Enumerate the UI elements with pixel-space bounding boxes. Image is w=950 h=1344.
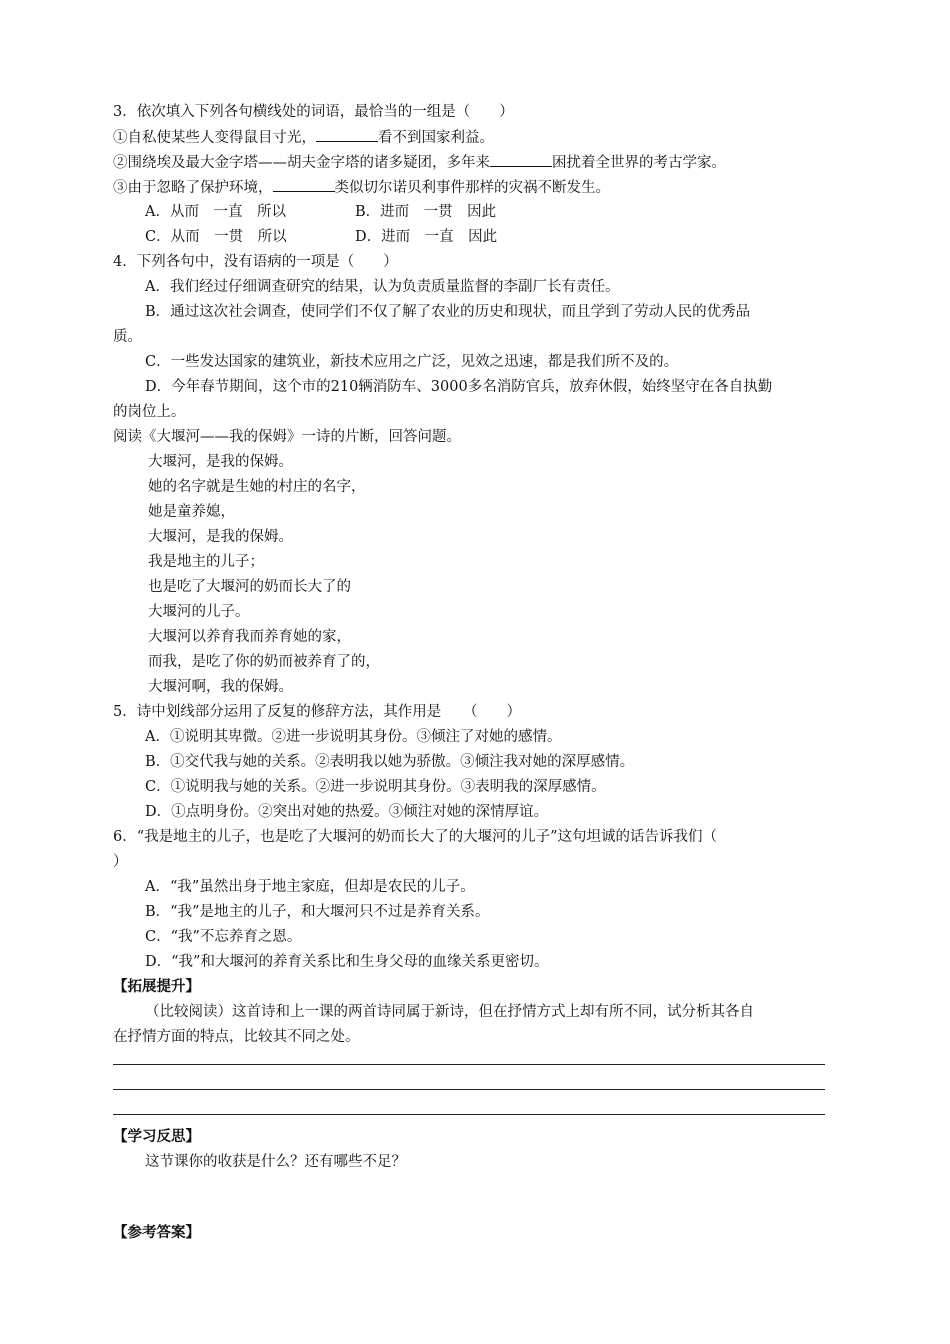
poem-line: 她是童养媳， [148, 504, 235, 520]
poem-line: 大堰河啊，我的保姆。 [148, 679, 293, 695]
q6-stem-line-1: 6．“我是地主的儿子，也是吃了大堰河的奶而长大了的大堰河的儿子”这句坦诚的话告诉我们（ [113, 829, 718, 845]
q4-option-d-line-2: 的岗位上。 [113, 404, 186, 420]
q3-option-a: A．从而 一直 所以 [145, 204, 286, 220]
extension-text-line-2: 在抒情方面的特点，比较其不同之处。 [113, 1029, 360, 1045]
q3-option-d: D．进而 一直 因此 [355, 229, 498, 245]
q4-option-a: A．我们经过仔细调查研究的结果，认为负责质量监督的李副厂长有责任。 [145, 279, 620, 295]
reflection-heading: 【学习反思】 [113, 1129, 200, 1145]
q3-option-c: C．从而 一贯 所以 [145, 229, 287, 245]
poem-line: 大堰河的儿子。 [148, 604, 250, 620]
q3-s2-text-b: 困扰着全世界的考古学家。 [552, 155, 726, 171]
answer-line[interactable] [113, 1064, 825, 1065]
q3-stem: 3．依次填入下列各句横线处的词语，最恰当的一组是（ ） [113, 104, 514, 120]
q3-blank-3 [273, 177, 335, 192]
q4-option-b-line-2: 质。 [113, 329, 142, 345]
extension-heading: 【拓展提升】 [113, 979, 200, 995]
q4-option-c: C．一些发达国家的建筑业，新技术应用之广泛，见效之迅速，都是我们所不及的。 [145, 354, 679, 370]
q5-option-b: B．①交代我与她的关系。②表明我以她为骄傲。③倾注我对她的深厚感情。 [145, 754, 635, 770]
q6-option-d: D．“我”和大堰河的养育关系比和生身父母的血缘关系更密切。 [145, 954, 549, 970]
q4-stem: 4．下列各句中，没有语病的一项是（ ） [113, 254, 398, 270]
poem-line: 也是吃了大堰河的奶而长大了的 [148, 579, 351, 595]
answer-line[interactable] [113, 1089, 825, 1090]
q4-option-b-line-1: B．通过这次社会调查，使同学们不仅了解了农业的历史和现状，而且学到了劳动人民的优秀品 [145, 304, 751, 320]
q4-option-d-line-1: D．今年春节期间，这个市的210辆消防车、3000多名消防官兵，放弃休假，始终坚守在各自执勤 [145, 379, 773, 395]
reading-intro: 阅读《大堰河——我的保姆》一诗的片断，回答问题。 [113, 429, 461, 445]
q5-option-c: C．①说明我与她的关系。②进一步说明其身份。③表明我的深厚感情。 [145, 779, 606, 795]
poem-line: 我是地主的儿子； [148, 554, 264, 570]
q3-s1-text-a: ①自私使某些人变得鼠目寸光， [113, 130, 316, 146]
q3-sentence-2 [113, 152, 726, 173]
q6-option-b: B．“我”是地主的儿子，和大堰河只不过是养育关系。 [145, 904, 490, 920]
poem-line: 她的名字就是生她的村庄的名字， [148, 479, 366, 495]
q3-option-b: B．进而 一贯 因此 [355, 204, 497, 220]
q5-option-a: A．①说明其卑微。②进一步说明其身份。③倾注了对她的感情。 [145, 729, 562, 745]
poem-line: 而我，是吃了你的奶而被养育了的， [148, 654, 380, 670]
q3-s1-text-b: 看不到国家利益。 [378, 130, 494, 146]
poem-line: 大堰河以养育我而养育她的家， [148, 629, 351, 645]
q6-stem-line-2: ） [113, 854, 128, 870]
q6-option-c: C．“我”不忘养育之恩。 [145, 929, 302, 945]
q3-s3-text-a: ③由于忽略了保护环境， [113, 180, 273, 196]
q3-sentence-1 [113, 127, 494, 148]
reflection-text: 这节课你的收获是什么？还有哪些不足？ [145, 1154, 406, 1170]
answer-line[interactable] [113, 1114, 825, 1115]
q5-option-d: D．①点明身份。②突出对她的热爱。③倾注对她的深情厚谊。 [145, 804, 549, 820]
poem-line: 大堰河，是我的保姆。 [148, 529, 293, 545]
q3-blank-1 [316, 127, 378, 142]
q3-s2-text-a: ②围绕埃及最大金字塔——胡夫金字塔的诸多疑团，多年来 [113, 155, 490, 171]
q6-option-a: A．“我”虽然出身于地主家庭，但却是农民的儿子。 [145, 879, 475, 895]
poem-line: 大堰河，是我的保姆。 [148, 454, 293, 470]
q5-stem: 5．诗中划线部分运用了反复的修辞方法，其作用是 （ ） [113, 704, 521, 720]
q3-sentence-3 [113, 177, 610, 198]
answers-heading: 【参考答案】 [113, 1225, 200, 1241]
q3-s3-text-b: 类似切尔诺贝利事件那样的灾祸不断发生。 [334, 180, 610, 196]
q3-blank-2 [490, 152, 552, 167]
extension-text-line-1: （比较阅读）这首诗和上一课的两首诗同属于新诗，但在抒情方式上却有所不同，试分析其各自 [145, 1004, 754, 1020]
